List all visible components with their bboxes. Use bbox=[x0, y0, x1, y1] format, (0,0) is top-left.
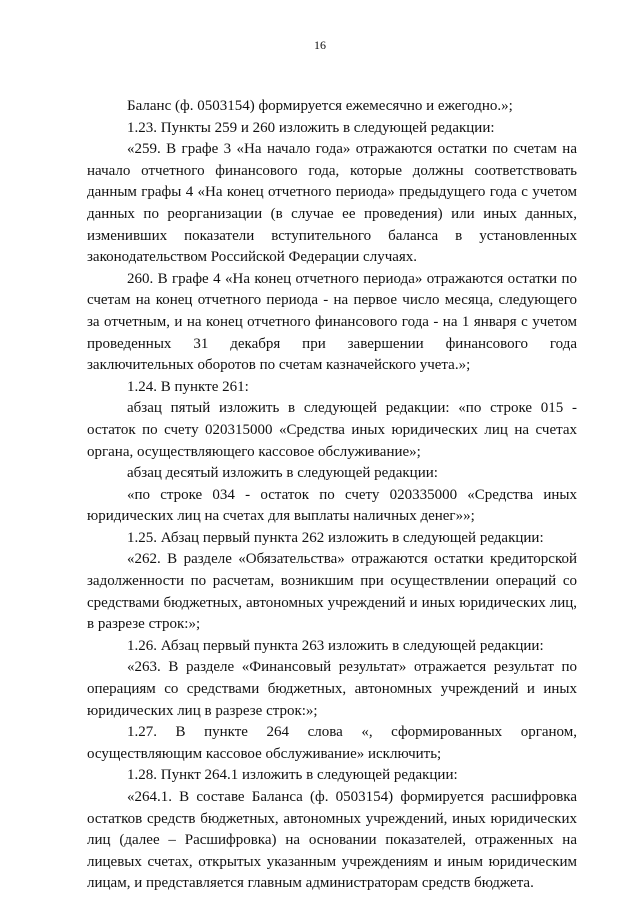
paragraph: абзац десятый изложить в следующей редакции: bbox=[127, 465, 438, 482]
paragraph: абзац пятый изложить в следующей редакции: «по строке 015 - остаток по счету 020315000 «Средства иных юридических лиц на счетах органа, осуществляющего кассовое обслуживание»; bbox=[87, 400, 577, 460]
paragraph: 1.26. Абзац первый пункта 263 изложить в следующей редакции: bbox=[127, 637, 544, 654]
paragraph: 1.25. Абзац первый пункта 262 изложить в следующей редакции: bbox=[127, 529, 544, 546]
paragraph: 260. В графе 4 «На конец отчетного периода» отражаются остатки по счетам на конец отчетного периода - на первое число месяца, следующего за отчетным, и на конец отчетного финансового года - на 1 января с учетом проведенных 31 декабря при завершении финансового года заключительных оборотов по счетам казначейского учета.»; bbox=[87, 270, 577, 374]
paragraph: «263. В разделе «Финансовый результат» отражается результат по операциям со средствами бюджетных, автономных учреждений и иных юридических лиц в разрезе строк:»; bbox=[87, 659, 577, 719]
paragraph: «264.1. В составе Баланса (ф. 0503154) формируется расшифровка остатков средств бюджетных, автономных учреждений, иных юридических лиц (далее – Расшифровка) на основании показателей, отраженных на лицевых счетах, открытых указанным учреждениям и иным юридическим лицам, и представляется главным администраторам средств бюджета. bbox=[87, 789, 577, 892]
paragraph: «259. В графе 3 «На начало года» отражаются остатки по счетам на начало отчетного финансового года, которые должны соответствовать данным графы 4 «На конец отчетного периода» предыдущего года с учетом данных по реорганизации (в случае ее проведения) или иных данных, изменивших показатели вступительного баланса в установленных законодательством Российской Федерации случаях. bbox=[87, 141, 577, 266]
page-number: 16 bbox=[314, 38, 326, 52]
document-body bbox=[87, 96, 577, 895]
paragraph: Баланс (ф. 0503154) формируется ежемесячно и ежегодно.»; bbox=[127, 98, 513, 114]
paragraph: 1.23. Пункты 259 и 260 изложить в следующей редакции: bbox=[127, 119, 495, 136]
paragraph: «262. В разделе «Обязательства» отражаются остатки кредиторской задолженности по расчетам, возникшим при осуществлении операций со средствами бюджетных, автономных учреждений и иных юридических лиц, в разрезе строк:»; bbox=[87, 551, 577, 633]
paragraph: 1.24. В пункте 261: bbox=[127, 378, 249, 395]
paragraph: 1.28. Пункт 264.1 изложить в следующей редакции: bbox=[127, 767, 458, 784]
paragraph: «по строке 034 - остаток по счету 020335000 «Средства иных юридических лиц на счетах для выплаты наличных денег»»; bbox=[87, 486, 577, 525]
paragraph: 1.27. В пункте 264 слова «, сформированных органом, осуществляющим кассовое обслуживание» исключить; bbox=[87, 724, 577, 762]
